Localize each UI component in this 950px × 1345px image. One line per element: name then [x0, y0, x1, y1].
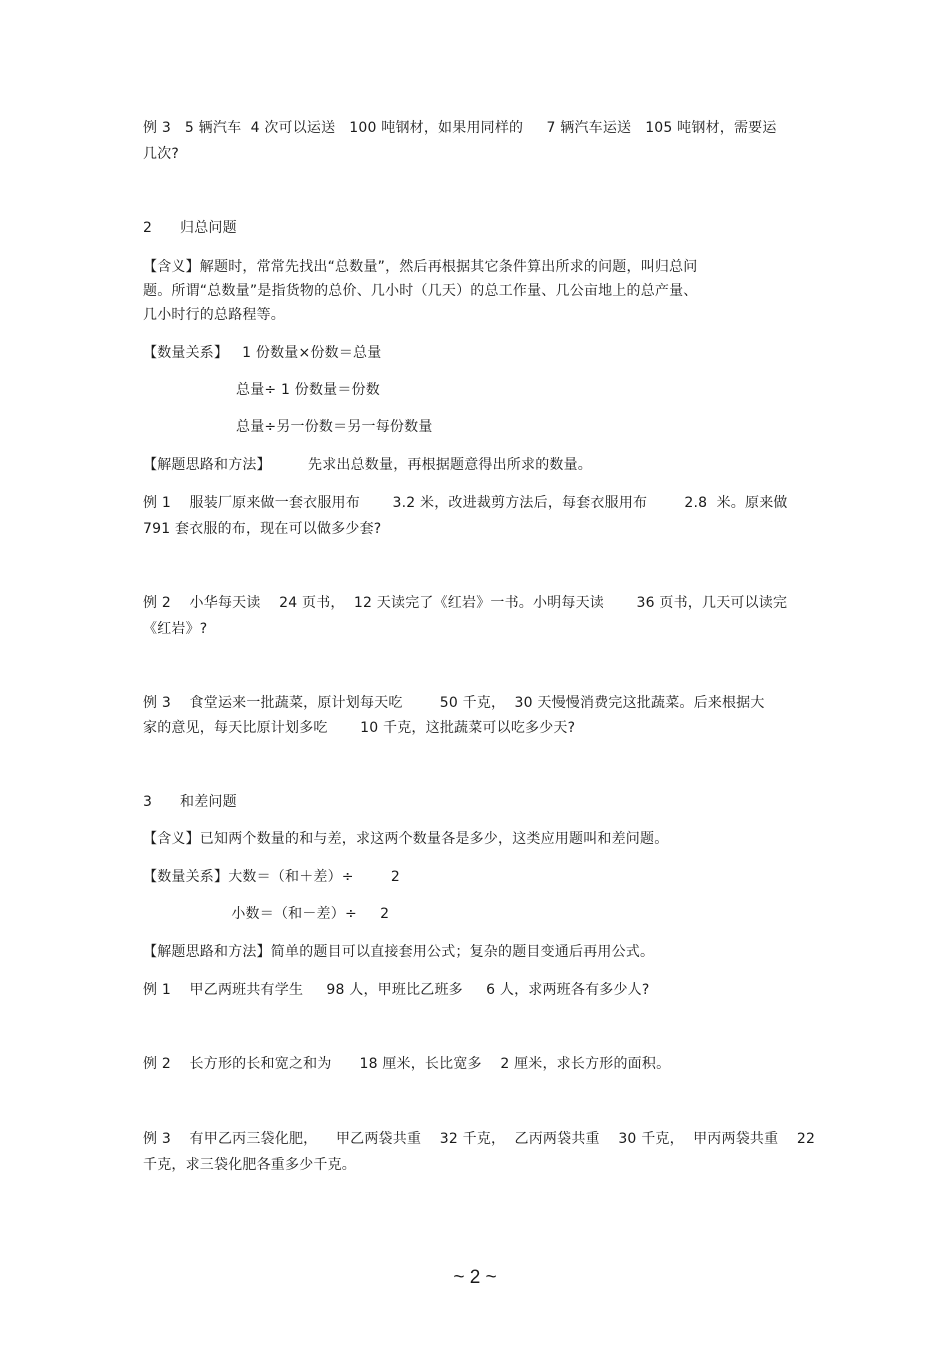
definition-line-3: 几小时行的总路程等。 — [143, 307, 285, 323]
example-2-line-1: 例 2 小华每天读 24 页书， 12 天读完了《红岩》一书。小明每天读 36 页书，几天可以读完 — [143, 595, 788, 611]
definition-line-2: 题。所谓“总数量”是指货物的总价、几小时（几天）的总工作量、几公亩地上的总产量、 — [143, 283, 698, 299]
example-2c-line: 例 2 长方形的长和宽之和为 18 厘米，长比宽多 2 厘米，求长方形的面积。 — [143, 1056, 671, 1072]
method-line: 【解题思路和方法】 先求出总数量，再根据题意得出所求的数量。 — [143, 457, 592, 473]
example-3c-line-2: 千克，求三袋化肥各重多少千克。 — [143, 1157, 356, 1173]
relation-line-1: 【数量关系】 1 份数量×份数＝总量 — [143, 345, 382, 361]
example-2-line-2: 《红岩》? — [143, 621, 208, 637]
relation-line-3a: 【数量关系】大数＝（和＋差）÷ 2 — [143, 869, 401, 885]
example-3c-line-1: 例 3 有甲乙丙三袋化肥， 甲乙两袋共重 32 千克， 乙丙两袋共重 30 千克， 甲丙两袋共重 22 — [143, 1131, 816, 1147]
example-3-line-2: 几次? — [143, 146, 180, 162]
example-3-line-1: 例 3 5 辆汽车 4 次可以运送 100 吨钢材，如果用同样的 7 辆汽车运送 105 吨钢材，需要运 — [143, 120, 777, 136]
example-3b-line-1: 例 3 食堂运来一批蔬菜，原计划每天吃 50 千克， 30 天慢慢消费完这批蔬菜。后来根据大 — [143, 695, 765, 711]
section-heading-3: 3 和差问题 — [143, 794, 237, 810]
example-1-line-1: 例 1 服装厂原来做一套衣服用布 3.2 米，改进裁剪方法后，每套衣服用布 2.8 米。原来做 — [143, 495, 788, 511]
example-3b-line-2: 家的意见，每天比原计划多吃 10 千克，这批蔬菜可以吃多少天? — [143, 720, 576, 736]
definition-line-1: 【含义】解题时，常常先找出“总数量”，然后再根据其它条件算出所求的问题，叫归总问 — [143, 259, 698, 275]
relation-line-3b: 小数＝（和－差）÷ 2 — [143, 906, 390, 922]
section-heading-2: 2 归总问题 — [143, 220, 237, 236]
definition-line-3a: 【含义】已知两个数量的和与差，求这两个数量各是多少，这类应用题叫和差问题。 — [143, 831, 669, 847]
page-number: ~ 2 ~ — [453, 1267, 497, 1288]
example-1-line-2: 791 套衣服的布，现在可以做多少套? — [143, 521, 382, 537]
example-1c-line: 例 1 甲乙两班共有学生 98 人，甲班比乙班多 6 人，求两班各有多少人? — [143, 982, 650, 998]
method-line-3: 【解题思路和方法】简单的题目可以直接套用公式；复杂的题目变通后再用公式。 — [143, 944, 655, 960]
relation-line-2: 总量÷ 1 份数量＝份数 — [143, 382, 380, 398]
relation-line-3: 总量÷另一份数＝另一每份数量 — [143, 419, 433, 435]
